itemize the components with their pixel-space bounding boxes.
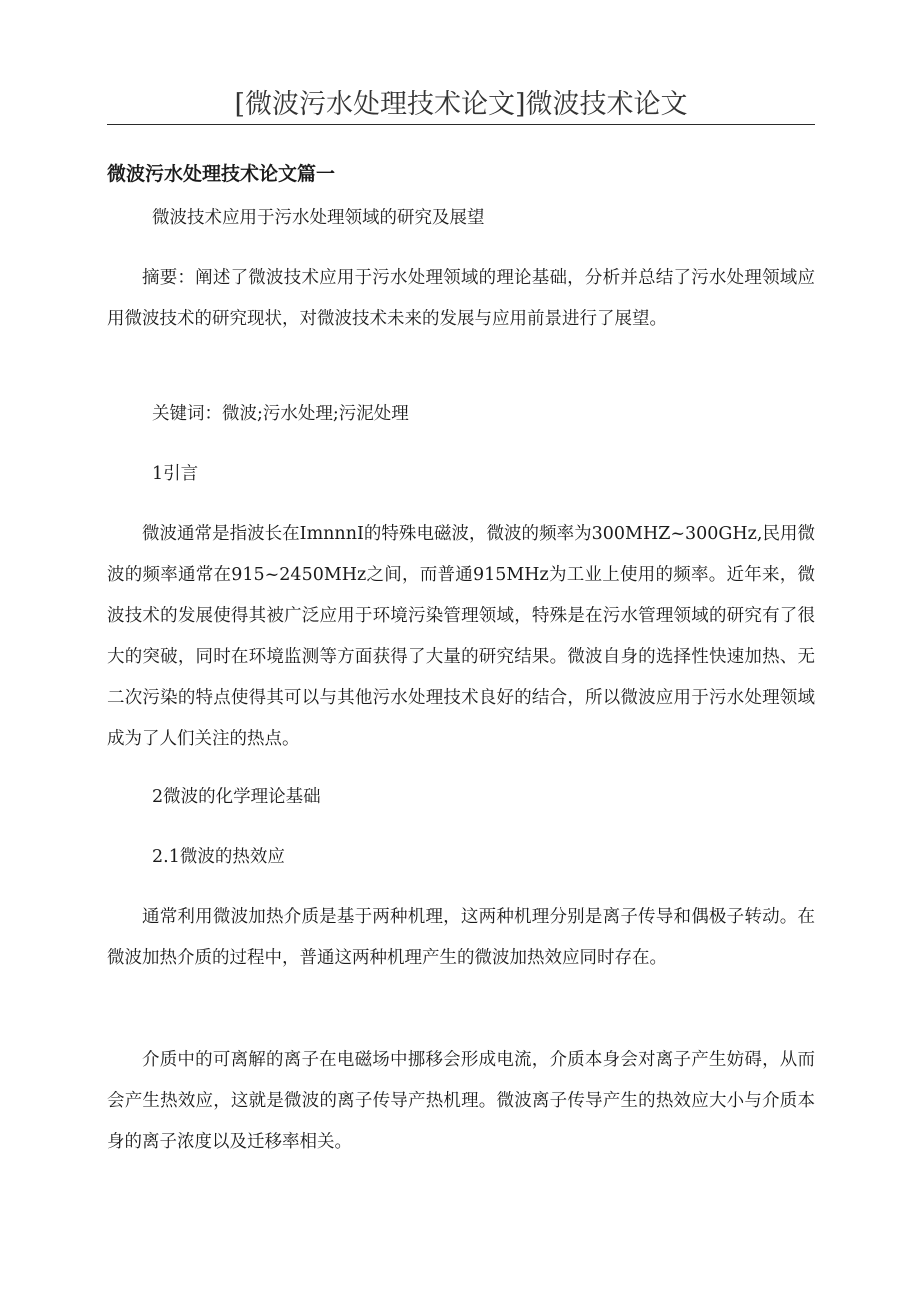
title-underline (107, 124, 815, 125)
abstract-paragraph: 摘要：阐述了微波技术应用于污水处理领域的理论基础，分析并总结了污水处理领域应用微波技术的研究现状，对微波技术未来的发展与应用前景进行了展望。 (107, 268, 815, 329)
article-title: 微波技术应用于污水处理领域的研究及展望 (152, 208, 485, 228)
heading-thermal-effect: 2.1微波的热效应 (152, 847, 285, 867)
section-heading: 微波污水处理技术论文篇一 (107, 163, 336, 185)
thermal-effect-paragraph-1: 通常利用微波加热介质是基于两种机理，这两种机理分别是离子传导和偶极子转动。在微波加热介质的过程中，普通这两种机理产生的微波加热效应同时存在。 (107, 907, 815, 968)
thermal-effect-paragraph-2: 介质中的可离解的离子在电磁场中挪移会形成电流，介质本身会对离子产生妨碍，从而会产生热效应，这就是微波的离子传导产热机理。微波离子传导产生的热效应大小与介质本身的离子浓度以及迁移率相关。 (107, 1050, 815, 1152)
introduction-paragraph: 微波通常是指波长在ImnnnI的特殊电磁波，微波的频率为300MHZ~300GHz,民用微波的频率通常在915~2450MHz之间，而普通915MHz为工业上使用的频率。近年来，微波技术的发展使得其被广泛应用于环境污染管理领域，特殊是在污水管理领域的研究有了很大的突破，同时在环境监测等方面获得了大量的研究结果。微波自身的选择性快速加热、无二次污染的特点使得其可以与其他污水处理技术良好的结合，所以微波应用于污水处理领域成为了人们关注的热点。 (107, 524, 815, 749)
document-title: [微波污水处理技术论文]微波技术论文 (234, 89, 688, 120)
keywords-line: 关键词：微波;污水处理;污泥处理 (152, 404, 409, 424)
heading-introduction: 1引言 (152, 464, 199, 484)
heading-chemical-basis: 2微波的化学理论基础 (152, 787, 321, 807)
